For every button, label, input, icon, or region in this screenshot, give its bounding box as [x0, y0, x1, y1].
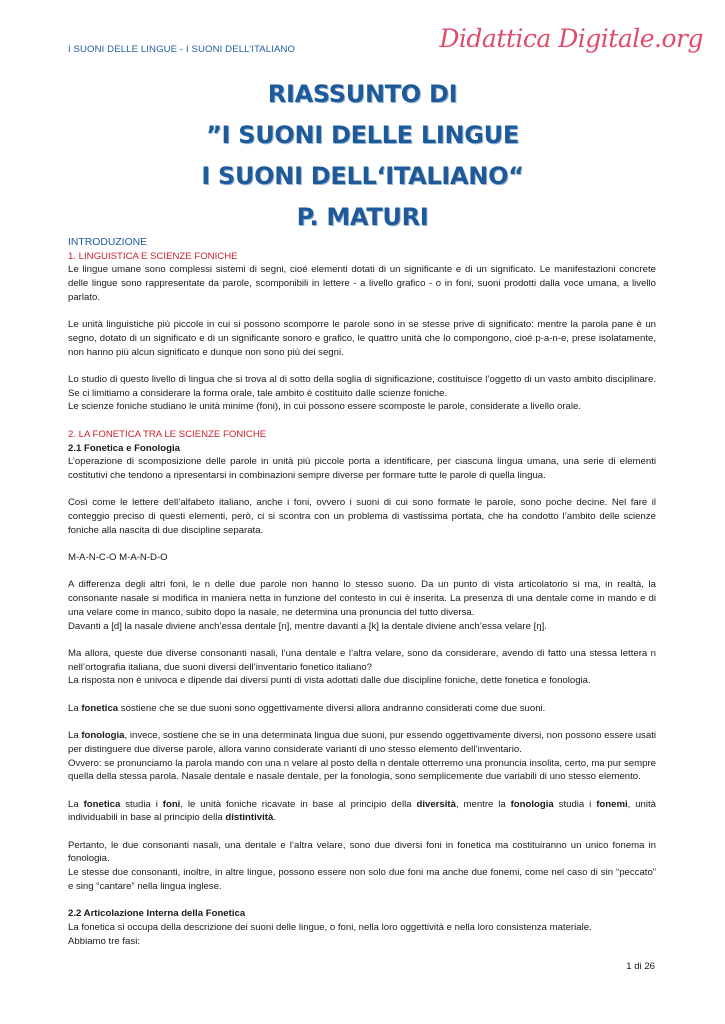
paragraph: Ma allora, queste due diverse consonanti nasali, l’una dentale e l’altra velare, sono da considerare, avendo di fatto una stessa lettera n nell’ortografia italiana, due suoni diversi dell’inventario fonetico italiano?: [68, 647, 656, 673]
subsection-heading-1: 1. LINGUISTICA E SCIENZE FONICHE: [68, 250, 238, 262]
subsection-heading-2-2: 2.2 Articolazione Interna della Fonetica: [68, 908, 246, 920]
paragraph: L’operazione di scomposizione delle parole in unità più piccole porta a identificare, per ciascuna lingua umana, una serie di elementi costitutivi che tendono a ripresentarsi in combinazioni sempre diverse per formare tutte le parole di quella lingua.: [68, 456, 656, 481]
subsection-heading-2-1: 2.1 Fonetica e Fonologia: [68, 442, 180, 454]
paragraph: La risposta non è univoca e dipende dai diversi punti di vista adottati dalle due discipline foniche, dette fonetica e fonologia.: [68, 675, 591, 687]
title-line-1: RIASSUNTO DI: [267, 80, 458, 108]
paragraph: Pertanto, le due consonanti nasali, una dentale e l’altra velare, sono due diversi foni in fonetica ma costituiranno un unico fonema in fonologia.: [68, 839, 656, 865]
paragraph: Le lingue umane sono complessi sistemi di segni, cioé elementi dotati di un significante e di un significato. Le manifestazioni concrete delle lingue sono rappresentate da parole, scomponibili in lettere - a livello grafico - o in foni, suoni prodotti dalla voce umana, a livello parlato.: [68, 264, 656, 303]
title-line-4: P. MATURI: [296, 203, 429, 231]
paragraph: Le stesse due consonanti, inoltre, in altre lingue, possono essere non solo due foni ma anche due fonemi, come nel caso di sin “peccato” e sing “cantare” nella lingua inglese.: [68, 867, 656, 892]
subsection-heading-2: 2. LA FONETICA TRA LE SCIENZE FONICHE: [68, 428, 267, 440]
section-heading-introduzione: INTRODUZIONE: [68, 237, 148, 248]
paragraph: La fonetica sostiene che se due suoni sono oggettivamente diversi allora andranno considerati come due suoni.: [68, 702, 546, 714]
document-title: [0, 74, 725, 238]
running-header: I SUONI DELLE LINGUE - I SUONI DELL’ITALIANO: [68, 44, 296, 55]
paragraph: Lo studio di questo livello di lingua che si trova al di sotto della soglia di significazione, costituisce l’oggetto di un vasto ambito disciplinare. Se ci limitiamo a considerare la forma orale, tale ambito è costituito dalle scienze foniche.: [68, 374, 656, 399]
paragraph: Le scienze foniche studiano le unità minime (foni), in cui possono essere scomposte le parole, considerate a livello orale.: [68, 401, 582, 413]
paragraph: La fonologia, invece, sostiene che se in una determinata lingua due suoni, pur essendo oggettivamente diversi, non possono essere usati per distinguere due diverse parole, allora vanno considerate varianti di uno stesso elemento dell’inventario.: [68, 730, 656, 755]
paragraph: Abbiamo tre fasi:: [68, 935, 140, 947]
paragraph: Ovvero: se pronunciamo la parola mando con una n velare al posto della n dentale otterremo una pronuncia insolita, certo, ma pur sempre quella della stessa parola. Nasale dentale e nasale dentale, per la fonologia, sono semplicemente due variabili di uno stesso elemento.: [68, 757, 656, 783]
paragraph: La fonetica studia i foni, le unità foniche ricavate in base al principio della diversità, mentre la fonologia studia i fonemi, unità individuabili in base al principio della distintività.: [68, 798, 656, 824]
paragraph: La fonetica si occupa della descrizione dei suoni delle lingue, o foni, nella loro oggettività e nella loro consistenza materiale.: [68, 921, 592, 933]
brand-logo: Didattica Digitale.org: [439, 24, 703, 53]
title-line-2: ”I SUONI DELLE LINGUE: [206, 121, 519, 149]
paragraph: Davanti a [d] la nasale diviene anch’essa dentale [n], mentre davanti a [k] la dentale diviene anch’essa velare [ŋ].: [68, 620, 547, 632]
title-line-3: I SUONI DELL‘ITALIANO“: [201, 162, 524, 190]
document-body: [68, 236, 656, 948]
example-words: M-A-N-C-O M-A-N-D-O: [68, 552, 168, 564]
page-number: 1 di 26: [626, 961, 655, 972]
paragraph: Così come le lettere dell’alfabeto italiano, anche i foni, ovvero i suoni di cui sono formate le parole, sono poche decine. Nel fare il conteggio preciso di questi elementi, però, ci si scontra con un problema di vastissima portata, che ha condotto l’ambito delle scienze foniche alla nascita di due discipline separata.: [68, 497, 656, 536]
paragraph: Le unità linguistiche più piccole in cui si possono scomporre le parole sono in se stesse prive di significato: mentre la parola pane è un segno, dotato di un significato e di un significante sonoro e grafico, le quattro unità che lo compongono, cioé p-a-n-e, prese isolatamente, non hanno più alcun significato e dunque non sono più dei segni.: [68, 319, 656, 358]
paragraph: A differenza degli altri foni, le n delle due parole non hanno lo stesso suono. Da un punto di vista articolatorio sì ma, in realtà, la consonante nasale si modifica in maniera netta in funzione del contesto in cui è inserita. La presenza di una dentale come in mando e di una velare come in manco, subito dopo la nasale, ne determina una pronuncia del tutto diversa.: [68, 579, 656, 618]
